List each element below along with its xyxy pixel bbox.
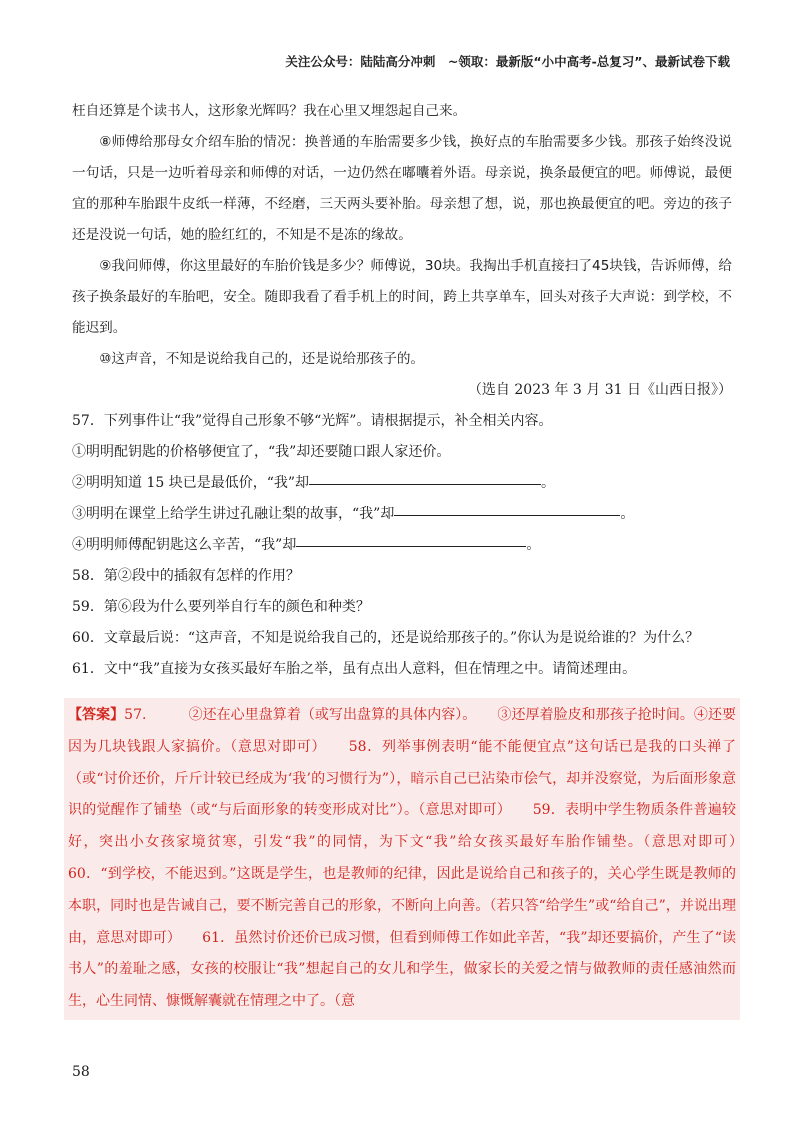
answer-blank[interactable] — [309, 483, 541, 485]
question-58: 58．第②段中的插叙有怎样的作用？ — [72, 568, 300, 584]
item-end: 。 — [526, 537, 541, 553]
question-61: 61．文中“我”直接为女孩买最好车胎之举，虽有点出人意料，但在情理之中。请简述理由。 — [72, 661, 637, 677]
item-text: ④明明师傅配钥匙这么辛苦，“我”却 — [72, 537, 297, 553]
source-citation: （选自 2023 年 3 月 31 日《山西日报》） — [467, 382, 732, 398]
passage-paragraph: ⑧师傅给那母女介绍车胎的情况：换普通的车胎需要多少钱，换好点的车胎需要多少钱。那孩子始终没说一句话，只是一边听着母亲和师傅的对话，一边仍然在嘟囔着外语。母亲说，换条最便宜的吧。师傅说，最便宜的那种车胎跟牛皮纸一样薄，不经磨，三天两头要补胎。母亲想了想，说，那也换最便宜的吧。旁边的孩子还是没说一句话，她的脸红红的，不知是不是冻的缘故。 — [72, 134, 732, 243]
question-59: 59．第⑥段为什么要列举自行车的颜色和种类？ — [72, 599, 370, 615]
answer-blank[interactable] — [394, 514, 620, 516]
question-57-item-2 — [72, 468, 732, 499]
answer-body: 57. ②还在心里盘算着（或写出盘算的具体内容）。 ③还厚着脸皮和那孩子抢时间。④还要因为几块钱跟人家搞价。（意思对即可） 58．列举事例表明“能不能便宜点”这句话已是我的口头禅了（或“讨价还价，斤斤计较已经成为‘我’的习惯行为”），暗示自己已沾染市侩气，却并没察觉，为后面形象意识的觉醒作了铺垫（或“与后面形象的转变形成对比”）。（意思对即可） 59．表明中学生物质条件普遍较好，突出小女孩家境贫寒，引发“我”的同情，为下文“我”给女孩买最好车胎作铺垫。（意思对即可） 60．“到学校，不能迟到。”这既是学生，也是教师的纪律，因此是说给自己和孩子的，关心学生既是教师的本职，同时也是告诫自己，要不断完善自己的形象，不断向上向善。（若只答“给学生”或“给自己”，并说出理由，意思对即可） 61．虽然讨价还价已成习惯，但看到师傅工作如此辛苦，“我”却还要搞价，产生了“读书人”的羞耻之感，女孩的校服让“我”想起自己的女儿和学生，做家长的关爱之情与做教师的责任感油然而生，心生同情、慷慨解囊就在情理之中了。（意 — [68, 707, 764, 1010]
question-57-item-1: ①明明配钥匙的价格够便宜了，“我”却还要随口跟人家还价。 — [72, 444, 451, 460]
item-end: 。 — [620, 506, 635, 522]
passage-paragraph: ⑩这声音，不知是说给我自己的，还是说给那孩子的。 — [99, 351, 425, 367]
page-number: 58 — [72, 1064, 90, 1080]
item-text: ②明明知道 15 块已是最低价，“我”却 — [72, 475, 310, 491]
question-57-item-4 — [72, 530, 732, 561]
answer-blank[interactable] — [296, 545, 526, 547]
passage-paragraph: 枉自还算是个读书人，这形象光辉吗？我在心里又埋怨起自己来。 — [72, 103, 467, 119]
question-60: 60．文章最后说：“这声音，不知是说给我自己的，还是说给那孩子的。”你认为是说给谁的？为什么？ — [72, 630, 700, 646]
answer-tag: 【答案】 — [68, 707, 125, 723]
answer-text — [68, 700, 764, 1018]
main-content — [72, 96, 732, 685]
item-text: ③明明在课堂上给学生讲过孔融让梨的故事，“我”却 — [72, 506, 395, 522]
passage-paragraph: ⑨我问师傅，你这里最好的车胎价钱是多少？师傅说，30块。我掏出手机直接扫了45块钱，告诉师傅，给孩子换条最好的车胎吧，安全。随即我看了看手机上的时间，跨上共享单车，回头对孩子大声说：到学校，不能迟到。 — [72, 258, 732, 336]
item-end: 。 — [541, 475, 556, 491]
question-57-stem: 57．下列事件让“我”觉得自己形象不够“光辉”。请根据提示，补全相关内容。 — [72, 413, 553, 429]
page-header: 关注公众号：陆陆高分冲刺 ~领取：最新版“小中高考-总复习”、最新试卷下载 — [285, 54, 730, 69]
answer-box — [64, 698, 764, 1020]
question-57-item-3 — [72, 499, 732, 530]
